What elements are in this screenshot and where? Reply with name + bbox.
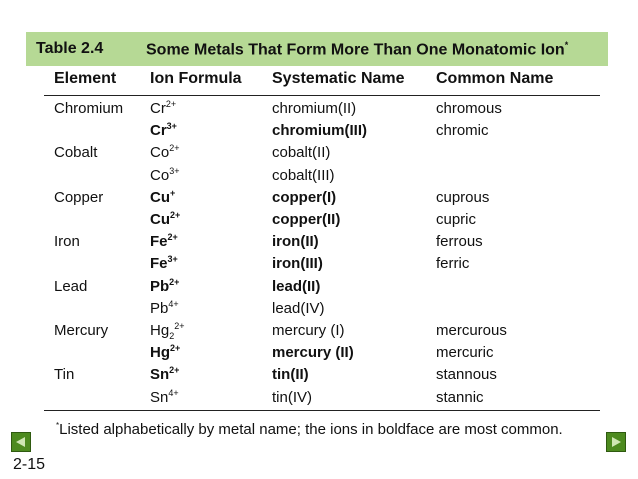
- row-common-name: chromous: [436, 100, 502, 117]
- row-ion-formula: [150, 278, 179, 296]
- row-systematic-name: copper(I): [272, 188, 337, 206]
- ion-symbol: Cr: [150, 122, 167, 140]
- ion-charge: 3+: [169, 165, 180, 176]
- ion-symbol: Fe: [150, 255, 168, 273]
- ion-symbol: Sn: [150, 388, 169, 406]
- header-systematic-name: Systematic Name: [272, 70, 405, 87]
- ion-charge: 2+: [174, 321, 185, 331]
- ion-charge: +: [170, 187, 176, 198]
- ion-charge: 2+: [165, 99, 177, 109]
- table-bottom-divider: [44, 410, 600, 411]
- title-footnote-marker: *: [564, 40, 569, 50]
- ion-charge: 2+: [170, 343, 181, 354]
- row-systematic-name: lead(IV): [272, 299, 325, 317]
- row-ion-formula: [150, 211, 180, 229]
- row-common-name: mercurous: [436, 322, 507, 339]
- row-common-name: ferrous: [436, 233, 483, 251]
- row-systematic-name: iron(II): [272, 233, 319, 251]
- row-element: Copper: [54, 188, 104, 206]
- ion-charge: 2+: [169, 365, 180, 376]
- row-ion-formula: [150, 189, 175, 207]
- ion-charge: 4+: [168, 298, 179, 309]
- footnote-marker: *: [56, 421, 60, 430]
- arrow-right-icon: [607, 433, 625, 451]
- row-systematic-name: mercury (II): [272, 344, 354, 362]
- ion-charge: 2+: [169, 276, 180, 287]
- ion-symbol: Hg: [150, 322, 170, 339]
- arrow-left-icon: [12, 433, 30, 451]
- row-ion-formula: [150, 366, 179, 384]
- ion-symbol: Fe: [150, 233, 168, 251]
- row-common-name: stannic: [436, 388, 484, 406]
- row-systematic-name: tin(II): [272, 366, 309, 384]
- header-element: Element: [54, 70, 117, 87]
- row-ion-formula: [150, 255, 178, 273]
- table-title: [146, 40, 568, 59]
- row-element: Lead: [54, 277, 88, 295]
- next-slide-button[interactable]: [606, 432, 626, 452]
- ion-symbol: Pb: [150, 277, 170, 295]
- row-ion-formula: [150, 300, 179, 318]
- row-systematic-name: tin(IV): [272, 388, 313, 406]
- header-common-name: Common Name: [436, 70, 554, 87]
- row-ion-formula: [150, 167, 179, 185]
- row-systematic-name: chromium(II): [272, 100, 357, 117]
- ion-subscript: 2: [169, 331, 175, 341]
- row-systematic-name: cobalt(II): [272, 144, 331, 162]
- ion-charge: 3+: [167, 254, 178, 265]
- row-systematic-name: chromium(III): [272, 122, 368, 140]
- page-number: 2-15: [13, 456, 46, 473]
- ion-symbol: Cu: [150, 188, 170, 206]
- ion-symbol: Cr: [150, 100, 166, 117]
- row-element: Iron: [54, 233, 80, 251]
- row-element: Cobalt: [54, 144, 98, 162]
- ion-symbol: Sn: [150, 366, 170, 384]
- ion-charge: 3+: [166, 121, 177, 132]
- row-ion-formula: [150, 322, 184, 340]
- table-title-text: Some Metals That Form More Than One Monatomic Ion: [146, 41, 565, 59]
- ion-charge: 2+: [167, 232, 178, 243]
- ion-symbol: Co: [150, 166, 170, 184]
- row-systematic-name: cobalt(III): [272, 166, 335, 184]
- footnote-text: Listed alphabetically by metal name; the ions in boldface are most common.: [59, 421, 563, 438]
- row-systematic-name: lead(II): [272, 277, 321, 295]
- row-systematic-name: copper(II): [272, 211, 341, 228]
- row-systematic-name: mercury (I): [272, 322, 345, 339]
- row-common-name: cupric: [436, 211, 477, 228]
- ion-symbol: Co: [150, 144, 170, 162]
- ion-symbol: Cu: [150, 211, 170, 228]
- row-element: Chromium: [54, 100, 124, 117]
- row-common-name: stannous: [436, 366, 497, 384]
- ion-symbol: Pb: [150, 299, 169, 317]
- header-ion-formula: Ion Formula: [150, 70, 242, 87]
- row-ion-formula: [150, 344, 180, 362]
- row-common-name: chromic: [436, 122, 489, 140]
- row-ion-formula: [150, 389, 179, 407]
- table-number: Table 2.4: [36, 40, 104, 57]
- row-ion-formula: [150, 233, 178, 251]
- row-systematic-name: iron(III): [272, 255, 323, 273]
- ion-symbol: Hg: [150, 344, 170, 362]
- ion-charge: 4+: [168, 387, 179, 398]
- row-ion-formula: [150, 122, 177, 140]
- ion-charge: 2+: [170, 210, 181, 220]
- row-common-name: ferric: [436, 255, 470, 273]
- row-ion-formula: [150, 144, 179, 162]
- row-common-name: cuprous: [436, 188, 490, 206]
- footnote: [56, 421, 563, 438]
- table-title-bar: [26, 32, 608, 66]
- row-element: Mercury: [54, 322, 109, 339]
- ion-charge: 2+: [169, 143, 180, 154]
- prev-slide-button[interactable]: [11, 432, 31, 452]
- header-divider: [44, 95, 600, 96]
- row-element: Tin: [54, 366, 75, 384]
- row-common-name: mercuric: [436, 344, 494, 362]
- row-ion-formula: [150, 100, 176, 118]
